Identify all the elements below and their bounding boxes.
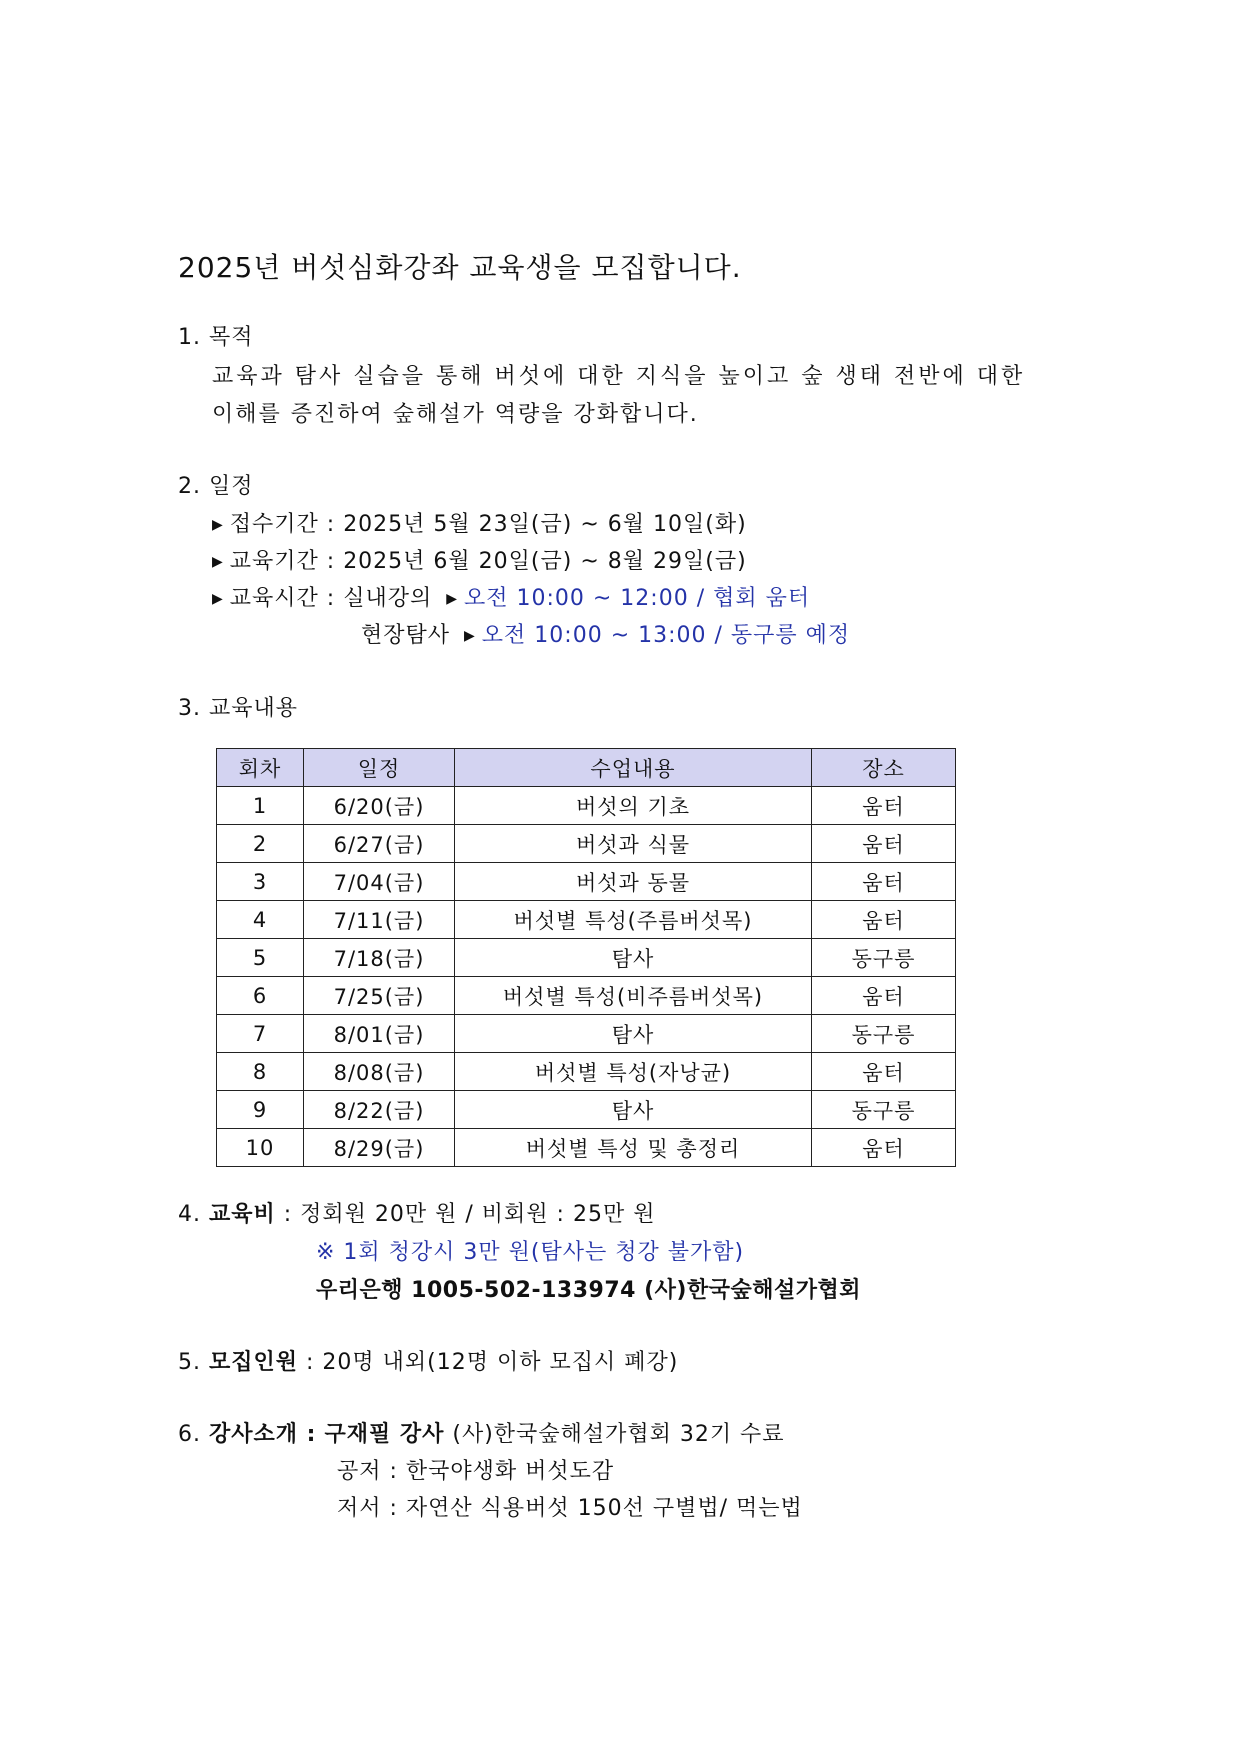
session-number: 1 [217, 787, 304, 825]
bank-account: 우리은행 1005-502-133974 (사)한국숲해설가협회 [316, 1278, 861, 1303]
session-date: 7/04(금) [304, 863, 455, 901]
session-number: 5 [217, 939, 304, 977]
education-period [212, 547, 747, 577]
column-header: 일정 [304, 749, 455, 787]
session-date: 8/01(금) [304, 1015, 455, 1053]
session-number: 10 [217, 1129, 304, 1167]
table-row [217, 1129, 956, 1167]
column-header: 회차 [217, 749, 304, 787]
session-number: 7 [217, 1015, 304, 1053]
session-content: 버섯별 특성(주름버섯목) [455, 901, 812, 939]
author-line: 저서 : 자연산 식용버섯 150선 구별법/ 먹는법 [337, 1496, 803, 1521]
session-number: 3 [217, 863, 304, 901]
purpose-line-2: 이해를 증진하여 숲해설가 역량을 강화합니다. [212, 402, 699, 427]
section-6-instructor [178, 1420, 785, 1450]
table-row [217, 1015, 956, 1053]
bullet-icon: ▶ [212, 517, 224, 533]
indoor-time: 오전 10:00 ~ 12:00 / 협회 움터 [463, 586, 811, 611]
session-content: 탐사 [455, 1015, 812, 1053]
table-row [217, 1053, 956, 1091]
table-row [217, 787, 956, 825]
reception-text: 접수기간 : 2025년 5월 23일(금) ~ 6월 10일(화) [229, 512, 747, 537]
recruit-text: : 20명 내외(12명 이하 모집시 폐강) [306, 1350, 679, 1375]
reception-period [212, 510, 747, 540]
schedule-table [216, 748, 956, 1167]
session-number: 6 [217, 977, 304, 1015]
time-label: 교육시간 : 실내강의 [229, 586, 433, 611]
table-row [217, 863, 956, 901]
session-place: 움터 [812, 1053, 956, 1091]
field-time-row [361, 621, 850, 651]
section-5-label: 모집인원 [209, 1350, 299, 1375]
session-content: 버섯별 특성(비주름버섯목) [455, 977, 812, 1015]
session-date: 6/20(금) [304, 787, 455, 825]
session-content: 탐사 [455, 1091, 812, 1129]
session-place: 움터 [812, 825, 956, 863]
section-6-label: 강사소개 : [209, 1422, 317, 1447]
session-date: 7/25(금) [304, 977, 455, 1015]
section-3-heading: 3. 교육내용 [178, 696, 298, 721]
session-place: 움터 [812, 1129, 956, 1167]
column-header: 수업내용 [455, 749, 812, 787]
section-1-heading: 1. 목적 [178, 325, 254, 350]
bullet-icon: ▶ [212, 591, 224, 607]
section-6-number: 6. [178, 1422, 201, 1447]
coauthor-line: 공저 : 한국야생화 버섯도감 [337, 1459, 615, 1484]
session-date: 6/27(금) [304, 825, 455, 863]
page-title: 2025년 버섯심화강좌 교육생을 모집합니다. [178, 251, 742, 284]
session-date: 8/08(금) [304, 1053, 455, 1091]
session-place: 움터 [812, 901, 956, 939]
section-4-label: 교육비 [209, 1202, 276, 1227]
session-date: 7/11(금) [304, 901, 455, 939]
table-header-row [217, 749, 956, 787]
session-content: 버섯과 식물 [455, 825, 812, 863]
session-date: 8/22(금) [304, 1091, 455, 1129]
instructor-name: 구재필 강사 [324, 1422, 445, 1447]
section-2-heading: 2. 일정 [178, 474, 254, 499]
session-content: 버섯과 동물 [455, 863, 812, 901]
purpose-line-1: 교육과 탐사 실습을 통해 버섯에 대한 지식을 높이고 숲 생태 전반에 대한 [212, 364, 1026, 389]
section-5-number: 5. [178, 1350, 201, 1375]
bullet-icon: ▶ [464, 628, 476, 644]
session-number: 2 [217, 825, 304, 863]
table-row [217, 901, 956, 939]
session-place: 움터 [812, 787, 956, 825]
session-content: 탐사 [455, 939, 812, 977]
table-row [217, 825, 956, 863]
session-place: 움터 [812, 863, 956, 901]
session-number: 4 [217, 901, 304, 939]
education-time [212, 584, 810, 614]
session-content: 버섯의 기초 [455, 787, 812, 825]
section-4-number: 4. [178, 1202, 201, 1227]
session-place: 동구릉 [812, 1091, 956, 1129]
table-row [217, 977, 956, 1015]
session-date: 8/29(금) [304, 1129, 455, 1167]
section-5-recruit [178, 1348, 678, 1378]
session-place: 동구릉 [812, 939, 956, 977]
education-text: 교육기간 : 2025년 6월 20일(금) ~ 8월 29일(금) [229, 549, 747, 574]
session-date: 7/18(금) [304, 939, 455, 977]
column-header: 장소 [812, 749, 956, 787]
session-content: 버섯별 특성 및 총정리 [455, 1129, 812, 1167]
session-content: 버섯별 특성(자낭균) [455, 1053, 812, 1091]
audit-note: ※ 1회 청강시 3만 원(탐사는 청강 불가함) [316, 1240, 745, 1265]
instructor-bio: (사)한국숲해설가협회 32기 수료 [452, 1422, 785, 1447]
field-time: 오전 10:00 ~ 13:00 / 동구릉 예정 [481, 623, 851, 648]
table-row [217, 1091, 956, 1129]
table-row [217, 939, 956, 977]
bullet-icon: ▶ [212, 554, 224, 570]
session-number: 9 [217, 1091, 304, 1129]
bullet-icon: ▶ [446, 591, 458, 607]
fee-text: : 정회원 20만 원 / 비회원 : 25만 원 [283, 1202, 656, 1227]
session-place: 동구릉 [812, 1015, 956, 1053]
field-label: 현장탐사 [361, 623, 451, 648]
session-number: 8 [217, 1053, 304, 1091]
section-4-fee [178, 1200, 655, 1230]
session-place: 움터 [812, 977, 956, 1015]
